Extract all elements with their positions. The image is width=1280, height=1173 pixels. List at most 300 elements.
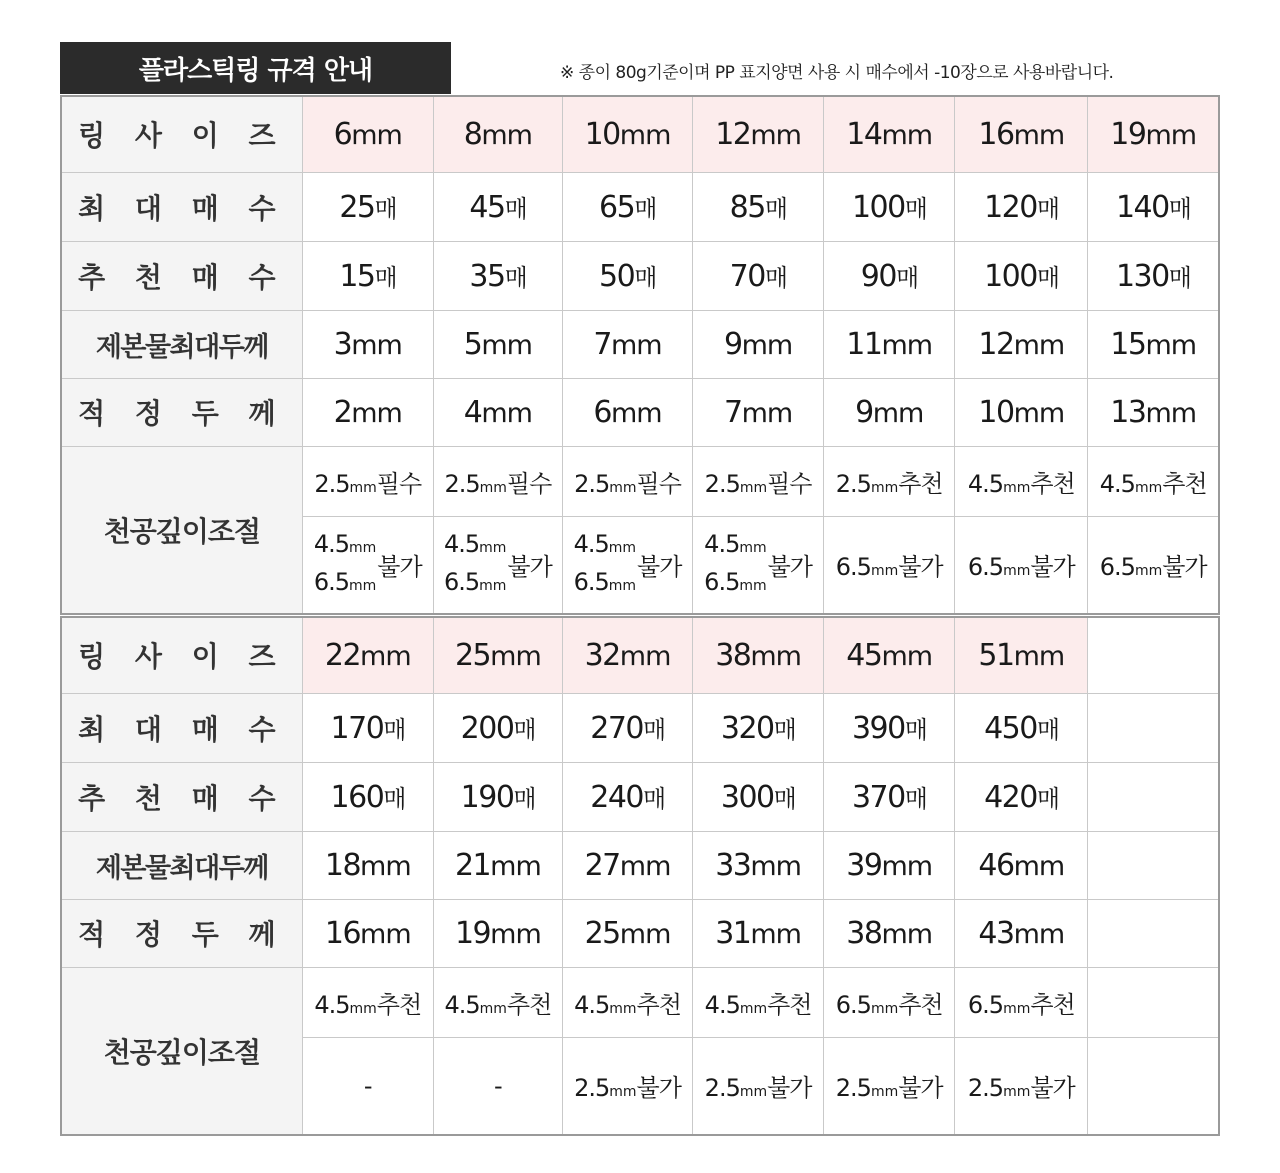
value: 2 xyxy=(333,394,352,430)
unit: mm xyxy=(360,918,411,950)
value: 10 xyxy=(978,394,1014,430)
unit: mm xyxy=(349,1000,377,1017)
value: 25 xyxy=(454,637,491,673)
depth-status: 추천 xyxy=(898,990,943,1019)
value: 4.5 xyxy=(967,469,1004,498)
depth-status: 불가 xyxy=(898,1074,943,1103)
table1-row-proper_thickness xyxy=(61,378,1219,446)
value-stack xyxy=(704,527,766,603)
value: 7 xyxy=(593,326,611,362)
punch-depth-cell xyxy=(433,1037,562,1135)
value: 39 xyxy=(846,847,882,883)
value-cell xyxy=(562,310,692,378)
value-cell xyxy=(955,241,1088,310)
value: 16 xyxy=(978,116,1014,152)
unit: 매 xyxy=(513,784,536,813)
value-cell xyxy=(955,310,1088,378)
value-cell xyxy=(1088,241,1219,310)
unit: mm xyxy=(1013,850,1065,882)
value: 160 xyxy=(330,779,384,815)
punch-depth-cell xyxy=(433,516,562,614)
unit: mm xyxy=(349,577,377,594)
ring-size-cell xyxy=(955,96,1088,172)
value-cell xyxy=(302,693,433,762)
value-cell xyxy=(433,310,562,378)
table2-row-rec_sheets xyxy=(61,762,1219,831)
value-cell xyxy=(562,378,692,446)
empty-cell xyxy=(1088,899,1219,967)
depth-status: 추천 xyxy=(506,990,552,1019)
value: 4.5 xyxy=(314,990,350,1019)
unit: 매 xyxy=(895,263,918,292)
value: 46 xyxy=(978,847,1014,883)
value: 130 xyxy=(1115,258,1169,294)
ring-size-cell xyxy=(693,617,824,693)
unit: 매 xyxy=(383,784,405,813)
value-cell xyxy=(693,693,824,762)
row-label: 천공깊이조절 xyxy=(61,967,302,1135)
unit: mm xyxy=(881,850,933,882)
unit: 매 xyxy=(643,784,665,813)
unit: mm xyxy=(608,577,637,594)
value: 170 xyxy=(330,710,384,746)
value: 19 xyxy=(1110,116,1146,152)
ring-size-cell xyxy=(433,96,562,172)
value-cell xyxy=(693,378,824,446)
value: 10 xyxy=(584,116,620,152)
unit: 매 xyxy=(643,715,665,744)
value: 45 xyxy=(846,637,882,673)
ring-size-cell xyxy=(302,617,433,693)
value: 6.5 xyxy=(967,990,1004,1019)
unit: mm xyxy=(479,479,507,496)
table1-row-depth-1 xyxy=(61,446,1219,516)
punch-depth-cell xyxy=(302,516,433,614)
unit: mm xyxy=(490,640,541,672)
unit: 매 xyxy=(1168,263,1191,292)
value-cell xyxy=(562,172,692,241)
page-title: 플라스틱링 규격 안내 xyxy=(60,42,451,94)
value: 12 xyxy=(978,326,1014,362)
unit: mm xyxy=(870,1000,899,1017)
punch-depth-cell xyxy=(955,446,1088,516)
value: 16 xyxy=(324,915,361,951)
unit: 매 xyxy=(634,263,656,292)
value: 3 xyxy=(333,326,352,362)
value: 6.5 xyxy=(1099,553,1135,582)
value-cell xyxy=(562,693,692,762)
unit: mm xyxy=(739,479,768,496)
value: 6.5 xyxy=(704,567,740,596)
value: 22 xyxy=(324,637,361,673)
unit: mm xyxy=(750,850,801,882)
value-stack xyxy=(314,527,376,603)
value: 19 xyxy=(454,915,491,951)
ring-size-cell xyxy=(433,617,562,693)
value: 4.5 xyxy=(443,529,480,558)
unit: 매 xyxy=(1036,784,1059,813)
depth-status: 필수 xyxy=(506,469,552,498)
ring-size-cell xyxy=(302,96,433,172)
unit: mm xyxy=(610,329,662,361)
unit: mm xyxy=(619,850,671,882)
punch-depth-cell xyxy=(824,516,955,614)
unit: mm xyxy=(349,539,377,556)
value-cell xyxy=(433,241,562,310)
value: 6 xyxy=(333,116,352,152)
unit: 매 xyxy=(1036,194,1059,223)
value-cell xyxy=(1088,310,1219,378)
value: 43 xyxy=(978,915,1014,951)
punch-depth-cell xyxy=(824,967,955,1037)
table2-row-depth-1 xyxy=(61,967,1219,1037)
value: 18 xyxy=(324,847,361,883)
unit: mm xyxy=(490,850,541,882)
depth-status: 추천 xyxy=(376,990,422,1019)
depth-status: 필수 xyxy=(767,469,812,498)
unit: mm xyxy=(1003,479,1031,496)
value: 6 xyxy=(593,394,611,430)
value: 4.5 xyxy=(704,529,740,558)
punch-depth-cell xyxy=(302,446,433,516)
value-cell xyxy=(955,831,1088,899)
value-cell xyxy=(824,310,955,378)
depth-status: 추천 xyxy=(1030,990,1075,1019)
row-label: 적 정 두 께 xyxy=(61,899,302,967)
value: 6.5 xyxy=(835,990,871,1019)
empty-cell xyxy=(1088,967,1219,1037)
unit: mm xyxy=(881,329,933,361)
row-label: 최 대 매 수 xyxy=(61,172,302,241)
value: 7 xyxy=(723,394,742,430)
value-cell xyxy=(302,310,433,378)
value-cell xyxy=(433,693,562,762)
row-label: 적 정 두 께 xyxy=(61,378,302,446)
value: 240 xyxy=(590,779,644,815)
punch-depth-cell xyxy=(302,967,433,1037)
unit: 매 xyxy=(904,194,927,223)
value: 13 xyxy=(1110,394,1146,430)
punch-depth-cell xyxy=(693,1037,824,1135)
ring-size-cell xyxy=(824,96,955,172)
value: 320 xyxy=(720,710,774,746)
value: 25 xyxy=(584,915,620,951)
unit: mm xyxy=(609,1084,637,1101)
row-label: 링 사 이 즈 xyxy=(61,617,302,693)
value: 2.5 xyxy=(314,469,350,498)
value-cell xyxy=(693,762,824,831)
unit: mm xyxy=(360,850,411,882)
unit: mm xyxy=(481,329,532,361)
value-cell xyxy=(433,762,562,831)
unit: mm xyxy=(739,1000,768,1017)
value-cell xyxy=(302,762,433,831)
unit: 매 xyxy=(773,784,796,813)
depth-status: 불가 xyxy=(898,553,943,582)
value: 6.5 xyxy=(835,553,871,582)
value: 35 xyxy=(469,258,505,294)
unit: mm xyxy=(741,329,793,361)
unit: mm xyxy=(619,119,671,151)
value: 85 xyxy=(729,189,765,225)
value: 65 xyxy=(599,189,635,225)
ring-size-cell xyxy=(562,96,692,172)
value-cell xyxy=(824,831,955,899)
value-cell xyxy=(955,693,1088,762)
value-cell xyxy=(1088,172,1219,241)
unit: mm xyxy=(351,119,402,151)
value: 390 xyxy=(851,710,905,746)
value-cell xyxy=(693,310,824,378)
depth-status: 추천 xyxy=(1162,469,1207,498)
unit: mm xyxy=(479,577,507,594)
unit: mm xyxy=(479,539,507,556)
value-cell xyxy=(302,899,433,967)
table1-row-sizes xyxy=(61,96,1219,172)
unit: mm xyxy=(870,1084,899,1101)
value-cell xyxy=(693,172,824,241)
unit: 매 xyxy=(1036,715,1059,744)
row-label: 추 천 매 수 xyxy=(61,762,302,831)
unit: 매 xyxy=(764,194,787,223)
ring-size-cell xyxy=(1088,96,1219,172)
punch-depth-cell xyxy=(433,967,562,1037)
unit: 매 xyxy=(374,194,397,223)
value: 2.5 xyxy=(704,469,740,498)
value: 9 xyxy=(723,326,742,362)
value: 190 xyxy=(460,779,514,815)
depth-status: 추천 xyxy=(898,469,943,498)
value: 6.5 xyxy=(573,567,609,596)
unit: 매 xyxy=(1036,263,1059,292)
depth-status: 필수 xyxy=(376,469,422,498)
value: 2.5 xyxy=(967,1074,1004,1103)
unit: 매 xyxy=(374,263,397,292)
depth-status: 추천 xyxy=(1030,469,1075,498)
value: 370 xyxy=(851,779,905,815)
row-label: 제본물최대두께 xyxy=(61,831,302,899)
value: 4 xyxy=(463,394,482,430)
unit: mm xyxy=(610,397,662,429)
value: 2.5 xyxy=(574,1074,610,1103)
value: 2.5 xyxy=(704,1074,740,1103)
dash: - xyxy=(494,1071,502,1100)
value: 2.5 xyxy=(835,1074,871,1103)
unit: mm xyxy=(1134,563,1163,580)
punch-depth-cell xyxy=(562,1037,692,1135)
unit: 매 xyxy=(634,194,656,223)
depth-status: 불가 xyxy=(1030,553,1075,582)
row-label: 제본물최대두께 xyxy=(61,310,302,378)
punch-depth-cell xyxy=(955,967,1088,1037)
value-cell xyxy=(562,762,692,831)
unit: mm xyxy=(1134,479,1163,496)
value: 6.5 xyxy=(313,567,350,596)
value: 9 xyxy=(855,394,873,430)
unit: mm xyxy=(1013,640,1065,672)
unit: mm xyxy=(739,577,767,594)
table2-row-max_thickness xyxy=(61,831,1219,899)
value-stack xyxy=(574,527,636,603)
ring-size-cell xyxy=(955,617,1088,693)
value-cell xyxy=(955,899,1088,967)
value: 38 xyxy=(846,915,882,951)
punch-depth-cell xyxy=(1088,446,1219,516)
unit: mm xyxy=(1003,563,1031,580)
unit: mm xyxy=(1145,329,1197,361)
value: 140 xyxy=(1115,189,1169,225)
punch-depth-cell xyxy=(955,1037,1088,1135)
empty-cell xyxy=(1088,831,1219,899)
value-cell xyxy=(433,172,562,241)
value-cell xyxy=(693,899,824,967)
table2-row-sizes xyxy=(61,617,1219,693)
value-cell xyxy=(824,241,955,310)
punch-depth-cell xyxy=(562,967,692,1037)
unit: 매 xyxy=(764,263,787,292)
depth-status: 불가 xyxy=(767,553,812,582)
value-cell xyxy=(302,241,433,310)
value-cell xyxy=(433,378,562,446)
unit: mm xyxy=(481,397,532,429)
table1-row-rec_sheets xyxy=(61,241,1219,310)
depth-status: 불가 xyxy=(507,553,552,582)
punch-depth-cell xyxy=(693,516,824,614)
unit: mm xyxy=(1145,119,1197,151)
ring-size-cell xyxy=(693,96,824,172)
unit: mm xyxy=(351,329,402,361)
value: 4.5 xyxy=(574,990,610,1019)
unit: mm xyxy=(609,479,637,496)
value: 2.5 xyxy=(444,469,480,498)
punch-depth-cell xyxy=(824,1037,955,1135)
value-stack xyxy=(444,527,506,603)
value: 5 xyxy=(463,326,482,362)
unit: mm xyxy=(1013,918,1065,950)
value: 90 xyxy=(860,258,896,294)
depth-status: 불가 xyxy=(636,1074,681,1103)
unit: 매 xyxy=(773,715,796,744)
row-label: 링 사 이 즈 xyxy=(61,96,302,172)
unit: mm xyxy=(1145,397,1197,429)
value: 31 xyxy=(715,915,751,951)
unit: mm xyxy=(1013,119,1065,151)
depth-status: 불가 xyxy=(637,553,682,582)
table2-row-proper_thickness xyxy=(61,899,1219,967)
value-cell xyxy=(433,899,562,967)
dash: - xyxy=(363,1071,372,1100)
unit: mm xyxy=(739,539,767,556)
value: 120 xyxy=(984,189,1037,225)
value-cell xyxy=(562,899,692,967)
row-label: 천공깊이조절 xyxy=(61,446,302,614)
value: 450 xyxy=(984,710,1037,746)
unit: mm xyxy=(1003,1084,1031,1101)
row-label: 추 천 매 수 xyxy=(61,241,302,310)
value-cell xyxy=(824,899,955,967)
value: 51 xyxy=(978,637,1014,673)
value: 4.5 xyxy=(444,990,480,1019)
unit: mm xyxy=(881,918,933,950)
unit: mm xyxy=(349,479,377,496)
value: 100 xyxy=(984,258,1037,294)
value: 33 xyxy=(715,847,751,883)
value: 8 xyxy=(463,116,482,152)
unit: mm xyxy=(479,1000,507,1017)
unit: mm xyxy=(619,640,671,672)
unit: mm xyxy=(881,119,933,151)
ring-spec-table-1 xyxy=(60,95,1220,615)
value: 38 xyxy=(715,637,751,673)
punch-depth-cell xyxy=(302,1037,433,1135)
value: 6.5 xyxy=(967,553,1004,582)
value-cell xyxy=(955,172,1088,241)
value: 270 xyxy=(590,710,644,746)
unit: 매 xyxy=(504,194,527,223)
value: 2.5 xyxy=(835,469,871,498)
value: 45 xyxy=(469,189,505,225)
unit: mm xyxy=(490,918,541,950)
depth-status: 불가 xyxy=(1030,1074,1075,1103)
value-cell xyxy=(302,378,433,446)
unit: mm xyxy=(609,1000,637,1017)
unit: mm xyxy=(608,539,637,556)
value-cell xyxy=(824,378,955,446)
unit: mm xyxy=(750,119,801,151)
unit: mm xyxy=(481,119,532,151)
value: 32 xyxy=(584,637,620,673)
unit: mm xyxy=(360,640,411,672)
unit: mm xyxy=(1013,329,1065,361)
value: 4.5 xyxy=(573,529,609,558)
value-cell xyxy=(302,172,433,241)
unit: 매 xyxy=(513,715,536,744)
depth-status: 불가 xyxy=(1162,553,1207,582)
unit: mm xyxy=(351,397,402,429)
value-cell xyxy=(562,831,692,899)
punch-depth-cell xyxy=(1088,516,1219,614)
value: 4.5 xyxy=(704,990,740,1019)
value: 70 xyxy=(729,258,765,294)
unit: mm xyxy=(1013,397,1065,429)
row-label: 최 대 매 수 xyxy=(61,693,302,762)
value: 4.5 xyxy=(313,529,350,558)
unit: 매 xyxy=(904,715,927,744)
value-cell xyxy=(562,241,692,310)
ring-size-cell xyxy=(824,617,955,693)
unit: mm xyxy=(750,640,801,672)
unit: 매 xyxy=(904,784,927,813)
table1-row-max_sheets xyxy=(61,172,1219,241)
unit: mm xyxy=(619,918,671,950)
empty-cell xyxy=(1088,617,1219,693)
depth-status: 불가 xyxy=(377,553,422,582)
table1-row-max_thickness xyxy=(61,310,1219,378)
depth-status: 추천 xyxy=(767,990,812,1019)
punch-depth-cell xyxy=(824,446,955,516)
value: 2.5 xyxy=(574,469,610,498)
punch-depth-cell xyxy=(433,446,562,516)
value-cell xyxy=(955,762,1088,831)
value: 14 xyxy=(846,116,882,152)
unit: mm xyxy=(741,397,793,429)
punch-depth-cell xyxy=(955,516,1088,614)
punch-depth-cell xyxy=(693,967,824,1037)
value: 21 xyxy=(454,847,491,883)
depth-status: 추천 xyxy=(636,990,681,1019)
ring-spec-table-2 xyxy=(60,616,1220,1136)
value-cell xyxy=(824,172,955,241)
